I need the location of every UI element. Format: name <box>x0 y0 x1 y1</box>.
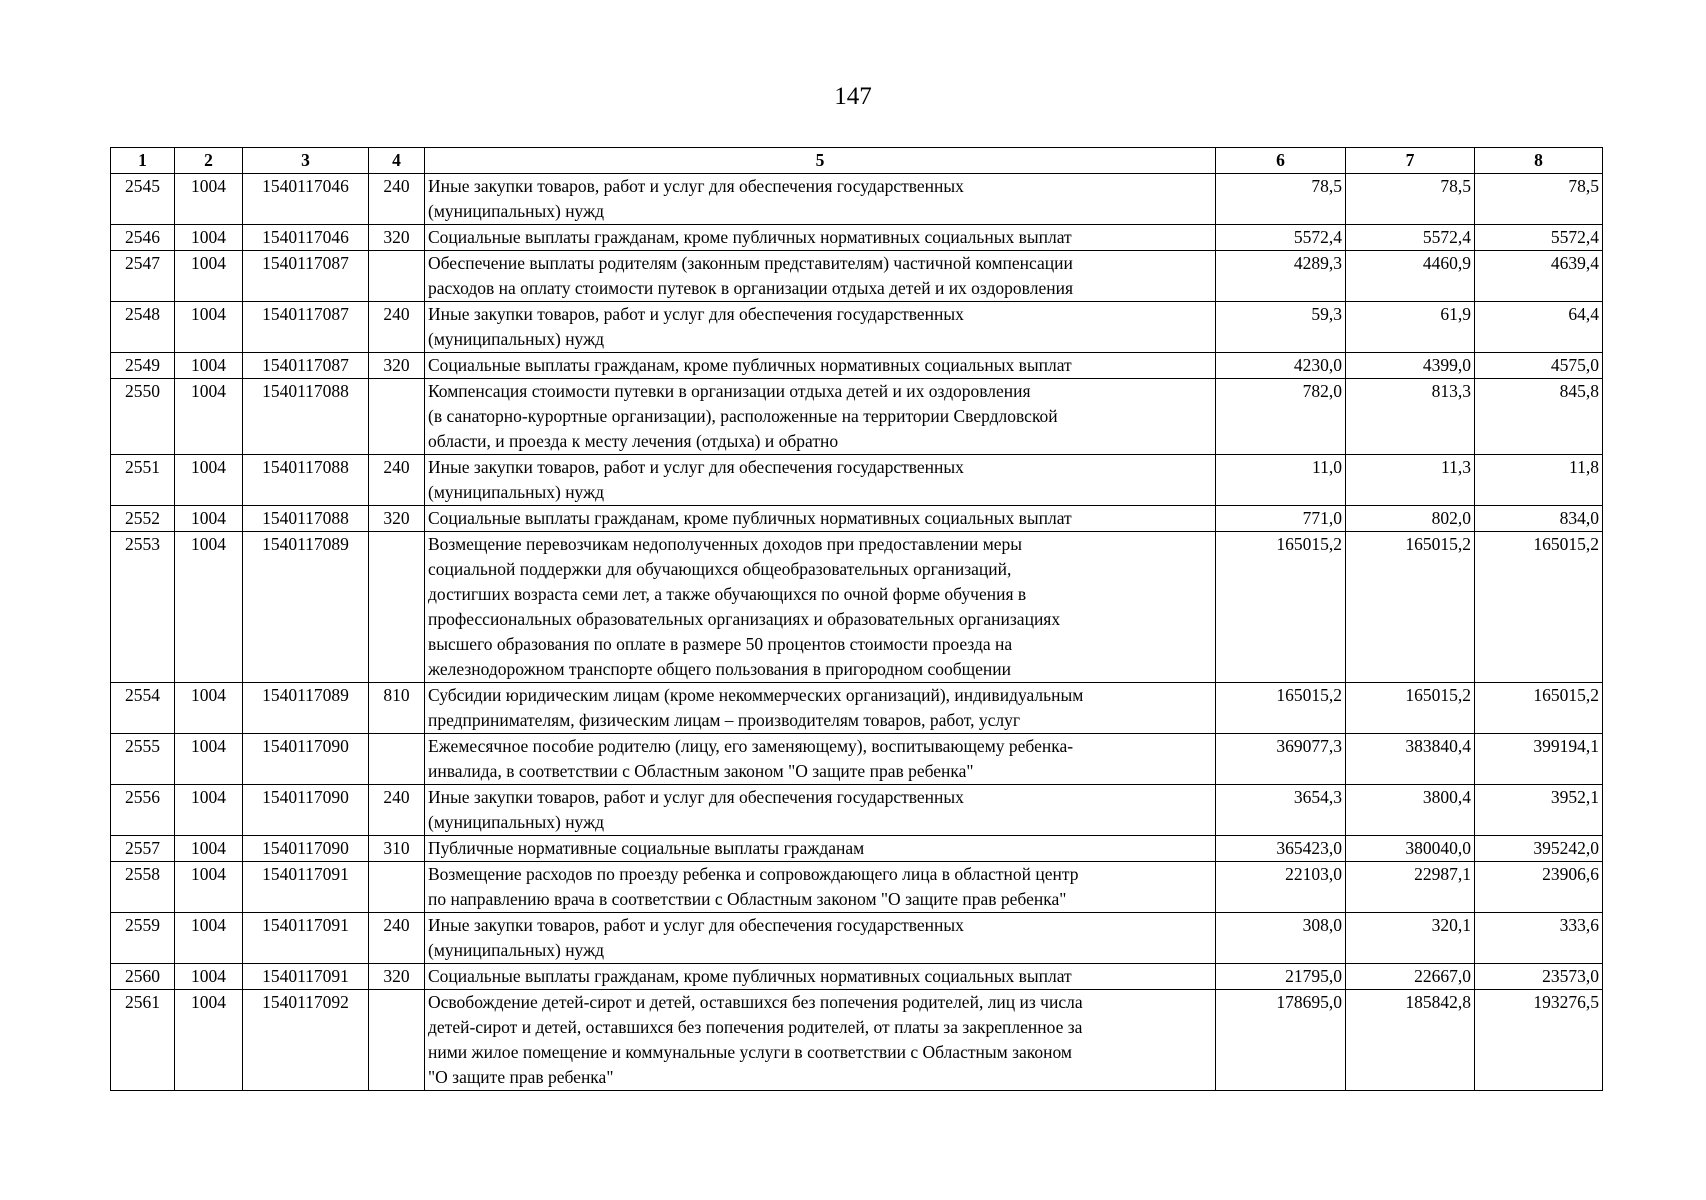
section-code-cell: 1004 <box>175 785 243 836</box>
header-col-6: 6 <box>1216 148 1346 174</box>
budget-table <box>110 147 1603 1091</box>
section-code-cell: 1004 <box>175 225 243 251</box>
description-cell <box>425 251 1216 302</box>
section-code-cell: 1004 <box>175 302 243 353</box>
amount-col-6-cell: 178695,0 <box>1216 990 1346 1091</box>
target-article-cell: 1540117092 <box>243 990 369 1091</box>
section-code-cell: 1004 <box>175 532 243 683</box>
row-number-cell: 2549 <box>111 353 175 379</box>
target-article-cell: 1540117088 <box>243 455 369 506</box>
description-line: (муниципальных) нужд <box>428 940 605 960</box>
section-code-cell: 1004 <box>175 174 243 225</box>
expense-type-cell: 320 <box>369 225 425 251</box>
amount-col-8-cell: 4639,4 <box>1475 251 1603 302</box>
expense-type-cell: 310 <box>369 836 425 862</box>
amount-col-7-cell: 61,9 <box>1346 302 1475 353</box>
section-code-cell: 1004 <box>175 964 243 990</box>
description-line: Иные закупки товаров, работ и услуг для обеспечения государственных <box>428 304 964 324</box>
description-cell <box>425 379 1216 455</box>
target-article-cell: 1540117090 <box>243 836 369 862</box>
row-number-cell: 2557 <box>111 836 175 862</box>
header-col-3: 3 <box>243 148 369 174</box>
description-line: (муниципальных) нужд <box>428 482 605 502</box>
row-number-cell: 2554 <box>111 683 175 734</box>
description-cell <box>425 734 1216 785</box>
amount-col-7-cell: 78,5 <box>1346 174 1475 225</box>
section-code-cell: 1004 <box>175 862 243 913</box>
header-col-5: 5 <box>425 148 1216 174</box>
amount-col-7-cell: 320,1 <box>1346 913 1475 964</box>
amount-col-6-cell: 165015,2 <box>1216 532 1346 683</box>
description-line: Ежемесячное пособие родителю (лицу, его заменяющему), воспитывающему ребенка- <box>428 736 1074 756</box>
row-number-cell: 2550 <box>111 379 175 455</box>
description-cell <box>425 225 1216 251</box>
amount-col-8-cell: 395242,0 <box>1475 836 1603 862</box>
amount-col-8-cell: 11,8 <box>1475 455 1603 506</box>
description-line: социальной поддержки для обучающихся общеобразовательных организаций, <box>428 559 1012 579</box>
amount-col-6-cell: 59,3 <box>1216 302 1346 353</box>
amount-col-6-cell: 369077,3 <box>1216 734 1346 785</box>
amount-col-7-cell: 4399,0 <box>1346 353 1475 379</box>
amount-col-7-cell: 185842,8 <box>1346 990 1475 1091</box>
expense-type-cell <box>369 862 425 913</box>
row-number-cell: 2547 <box>111 251 175 302</box>
amount-col-8-cell: 165015,2 <box>1475 532 1603 683</box>
description-line: Иные закупки товаров, работ и услуг для обеспечения государственных <box>428 176 964 196</box>
description-line: Иные закупки товаров, работ и услуг для обеспечения государственных <box>428 457 964 477</box>
description-line: Возмещение перевозчикам недополученных доходов при предоставлении меры <box>428 534 1023 554</box>
row-number-cell: 2555 <box>111 734 175 785</box>
description-cell <box>425 964 1216 990</box>
target-article-cell: 1540117089 <box>243 532 369 683</box>
expense-type-cell: 240 <box>369 913 425 964</box>
table-row <box>111 785 1603 836</box>
description-line: Компенсация стоимости путевки в организации отдыха детей и их оздоровления <box>428 381 1031 401</box>
row-number-cell: 2559 <box>111 913 175 964</box>
description-line: Иные закупки товаров, работ и услуг для обеспечения государственных <box>428 915 964 935</box>
table-row <box>111 225 1603 251</box>
amount-col-8-cell: 4575,0 <box>1475 353 1603 379</box>
amount-col-8-cell: 399194,1 <box>1475 734 1603 785</box>
amount-col-7-cell: 380040,0 <box>1346 836 1475 862</box>
description-cell <box>425 785 1216 836</box>
table-header <box>111 148 1603 174</box>
row-number-cell: 2552 <box>111 506 175 532</box>
amount-col-6-cell: 21795,0 <box>1216 964 1346 990</box>
description-line: профессиональных образовательных организациях и образовательных организациях <box>428 609 1061 629</box>
target-article-cell: 1540117090 <box>243 734 369 785</box>
target-article-cell: 1540117087 <box>243 302 369 353</box>
section-code-cell: 1004 <box>175 990 243 1091</box>
section-code-cell: 1004 <box>175 913 243 964</box>
table-row <box>111 836 1603 862</box>
amount-col-6-cell: 365423,0 <box>1216 836 1346 862</box>
amount-col-7-cell: 802,0 <box>1346 506 1475 532</box>
table-row <box>111 964 1603 990</box>
description-line: Публичные нормативные социальные выплаты гражданам <box>428 838 865 858</box>
description-cell <box>425 353 1216 379</box>
description-line: Социальные выплаты гражданам, кроме публичных нормативных социальных выплат <box>428 508 1072 528</box>
table-row <box>111 379 1603 455</box>
amount-col-6-cell: 22103,0 <box>1216 862 1346 913</box>
row-number-cell: 2545 <box>111 174 175 225</box>
target-article-cell: 1540117088 <box>243 506 369 532</box>
description-line: Освобождение детей-сирот и детей, оставшихся без попечения родителей, лиц из числа <box>428 992 1083 1012</box>
header-col-8: 8 <box>1475 148 1603 174</box>
table-row <box>111 913 1603 964</box>
table-body <box>111 174 1603 1091</box>
section-code-cell: 1004 <box>175 683 243 734</box>
expense-type-cell: 810 <box>369 683 425 734</box>
description-cell <box>425 532 1216 683</box>
description-cell <box>425 506 1216 532</box>
amount-col-6-cell: 308,0 <box>1216 913 1346 964</box>
expense-type-cell: 240 <box>369 302 425 353</box>
description-cell <box>425 174 1216 225</box>
expense-type-cell: 240 <box>369 785 425 836</box>
description-line: Обеспечение выплаты родителям (законным представителям) частичной компенсации <box>428 253 1073 273</box>
amount-col-8-cell: 78,5 <box>1475 174 1603 225</box>
header-col-2: 2 <box>175 148 243 174</box>
amount-col-6-cell: 78,5 <box>1216 174 1346 225</box>
target-article-cell: 1540117091 <box>243 913 369 964</box>
description-line: Иные закупки товаров, работ и услуг для обеспечения государственных <box>428 787 964 807</box>
table-row <box>111 990 1603 1091</box>
row-number-cell: 2560 <box>111 964 175 990</box>
target-article-cell: 1540117090 <box>243 785 369 836</box>
section-code-cell: 1004 <box>175 506 243 532</box>
amount-col-7-cell: 22987,1 <box>1346 862 1475 913</box>
row-number-cell: 2551 <box>111 455 175 506</box>
amount-col-7-cell: 165015,2 <box>1346 683 1475 734</box>
description-line: (в санаторно-курортные организации), расположенные на территории Свердловской <box>428 406 1058 426</box>
amount-col-8-cell: 23906,6 <box>1475 862 1603 913</box>
description-line: Субсидии юридическим лицам (кроме некоммерческих организаций), индивидуальным <box>428 685 1084 705</box>
description-line: (муниципальных) нужд <box>428 329 605 349</box>
amount-col-8-cell: 333,6 <box>1475 913 1603 964</box>
row-number-cell: 2553 <box>111 532 175 683</box>
description-cell <box>425 683 1216 734</box>
amount-col-8-cell: 834,0 <box>1475 506 1603 532</box>
amount-col-6-cell: 11,0 <box>1216 455 1346 506</box>
amount-col-6-cell: 165015,2 <box>1216 683 1346 734</box>
description-line: железнодорожном транспорте общего пользования в пригородном сообщении <box>428 659 1011 679</box>
expense-type-cell: 240 <box>369 455 425 506</box>
table-row <box>111 302 1603 353</box>
expense-type-cell <box>369 990 425 1091</box>
header-col-1: 1 <box>111 148 175 174</box>
table-row <box>111 532 1603 683</box>
amount-col-8-cell: 845,8 <box>1475 379 1603 455</box>
description-cell <box>425 836 1216 862</box>
expense-type-cell: 320 <box>369 964 425 990</box>
description-line: (муниципальных) нужд <box>428 201 605 221</box>
amount-col-6-cell: 4289,3 <box>1216 251 1346 302</box>
description-line: Возмещение расходов по проезду ребенка и сопровождающего лица в областной центр <box>428 864 1079 884</box>
target-article-cell: 1540117088 <box>243 379 369 455</box>
section-code-cell: 1004 <box>175 455 243 506</box>
table-row <box>111 734 1603 785</box>
expense-type-cell: 320 <box>369 353 425 379</box>
description-cell <box>425 913 1216 964</box>
amount-col-6-cell: 771,0 <box>1216 506 1346 532</box>
section-code-cell: 1004 <box>175 836 243 862</box>
target-article-cell: 1540117087 <box>243 353 369 379</box>
description-line: по направлению врача в соответствии с Областным законом "О защите прав ребенка" <box>428 889 1067 909</box>
description-cell <box>425 862 1216 913</box>
section-code-cell: 1004 <box>175 251 243 302</box>
header-col-4: 4 <box>369 148 425 174</box>
section-code-cell: 1004 <box>175 734 243 785</box>
target-article-cell: 1540117091 <box>243 964 369 990</box>
target-article-cell: 1540117091 <box>243 862 369 913</box>
table-row <box>111 455 1603 506</box>
amount-col-7-cell: 165015,2 <box>1346 532 1475 683</box>
description-cell <box>425 302 1216 353</box>
row-number-cell: 2561 <box>111 990 175 1091</box>
description-line: детей-сирот и детей, оставшихся без попечения родителей, от платы за закрепленное за <box>428 1017 1083 1037</box>
description-line: Социальные выплаты гражданам, кроме публичных нормативных социальных выплат <box>428 966 1072 986</box>
expense-type-cell <box>369 379 425 455</box>
amount-col-6-cell: 3654,3 <box>1216 785 1346 836</box>
description-line: (муниципальных) нужд <box>428 812 605 832</box>
row-number-cell: 2558 <box>111 862 175 913</box>
amount-col-7-cell: 383840,4 <box>1346 734 1475 785</box>
table-row <box>111 506 1603 532</box>
description-line: Социальные выплаты гражданам, кроме публичных нормативных социальных выплат <box>428 227 1072 247</box>
amount-col-7-cell: 22667,0 <box>1346 964 1475 990</box>
table-row <box>111 862 1603 913</box>
description-line: предпринимателям, физическим лицам – производителям товаров, работ, услуг <box>428 710 1021 730</box>
expense-type-cell: 320 <box>369 506 425 532</box>
amount-col-8-cell: 193276,5 <box>1475 990 1603 1091</box>
table-row <box>111 251 1603 302</box>
description-line: Социальные выплаты гражданам, кроме публичных нормативных социальных выплат <box>428 355 1072 375</box>
amount-col-6-cell: 782,0 <box>1216 379 1346 455</box>
section-code-cell: 1004 <box>175 353 243 379</box>
expense-type-cell <box>369 251 425 302</box>
expense-type-cell: 240 <box>369 174 425 225</box>
section-code-cell: 1004 <box>175 379 243 455</box>
expense-type-cell <box>369 734 425 785</box>
amount-col-8-cell: 5572,4 <box>1475 225 1603 251</box>
amount-col-7-cell: 11,3 <box>1346 455 1475 506</box>
amount-col-7-cell: 5572,4 <box>1346 225 1475 251</box>
description-cell <box>425 990 1216 1091</box>
row-number-cell: 2546 <box>111 225 175 251</box>
expense-type-cell <box>369 532 425 683</box>
amount-col-6-cell: 5572,4 <box>1216 225 1346 251</box>
amount-col-8-cell: 165015,2 <box>1475 683 1603 734</box>
page-number: 147 <box>834 83 872 110</box>
description-line: высшего образования по оплате в размере 50 процентов стоимости проезда на <box>428 634 1013 654</box>
description-cell <box>425 455 1216 506</box>
amount-col-7-cell: 3800,4 <box>1346 785 1475 836</box>
header-row <box>111 148 1603 174</box>
row-number-cell: 2556 <box>111 785 175 836</box>
description-line: инвалида, в соответствии с Областным законом "О защите прав ребенка" <box>428 761 974 781</box>
target-article-cell: 1540117046 <box>243 174 369 225</box>
table-row <box>111 683 1603 734</box>
amount-col-7-cell: 4460,9 <box>1346 251 1475 302</box>
table-row <box>111 353 1603 379</box>
table-row <box>111 174 1603 225</box>
description-line: ними жилое помещение и коммунальные услуги в соответствии с Областным законом <box>428 1042 1072 1062</box>
amount-col-8-cell: 23573,0 <box>1475 964 1603 990</box>
target-article-cell: 1540117046 <box>243 225 369 251</box>
amount-col-6-cell: 4230,0 <box>1216 353 1346 379</box>
header-col-7: 7 <box>1346 148 1475 174</box>
amount-col-7-cell: 813,3 <box>1346 379 1475 455</box>
amount-col-8-cell: 3952,1 <box>1475 785 1603 836</box>
target-article-cell: 1540117087 <box>243 251 369 302</box>
description-line: достигших возраста семи лет, а также обучающихся по очной форме обучения в <box>428 584 1027 604</box>
description-line: расходов на оплату стоимости путевок в организации отдыха детей и их оздоровления <box>428 278 1073 298</box>
row-number-cell: 2548 <box>111 302 175 353</box>
target-article-cell: 1540117089 <box>243 683 369 734</box>
amount-col-8-cell: 64,4 <box>1475 302 1603 353</box>
description-line: области, и проезда к месту лечения (отдыха) и обратно <box>428 431 839 451</box>
description-line: "О защите прав ребенка" <box>428 1067 614 1087</box>
